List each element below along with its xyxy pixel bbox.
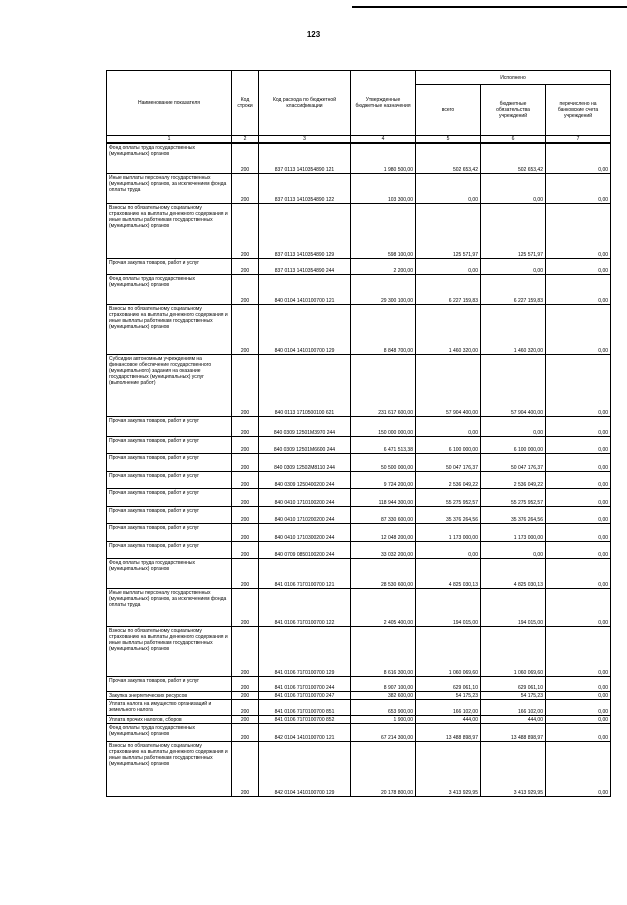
row-line-code: 200 — [232, 699, 259, 715]
row-budget-code: 840 0709 0850100200 244 — [259, 541, 351, 558]
row-name: Взносы по обязательному социальному страхованию на выплаты денежного содержания и иные выплаты работникам государственных (муниципальных) органов — [107, 626, 232, 676]
row-transferred: 0,00 — [546, 523, 611, 541]
column-number: 1 — [107, 136, 232, 144]
top-corner-line — [352, 6, 627, 8]
table-row — [107, 203, 611, 258]
row-budget-code: 841 0106 71Г0100700 244 — [259, 676, 351, 691]
row-transferred: 0,00 — [546, 699, 611, 715]
row-obligations: 1 173 000,00 — [481, 523, 546, 541]
row-name: Прочая закупка товаров, работ и услуг — [107, 506, 232, 523]
table-row — [107, 626, 611, 676]
row-approved: 87 330 600,00 — [351, 506, 416, 523]
row-approved: 67 214 300,00 — [351, 723, 416, 741]
column-number: 3 — [259, 136, 351, 144]
row-budget-code: 840 0309 12501M6600 244 — [259, 436, 351, 453]
table-row — [107, 436, 611, 453]
row-budget-code: 840 0104 1410100700 121 — [259, 274, 351, 304]
row-obligations: 0,00 — [481, 173, 546, 203]
row-approved: 8 616 300,00 — [351, 626, 416, 676]
row-line-code: 200 — [232, 588, 259, 626]
row-approved: 1 900,00 — [351, 715, 416, 723]
row-name: Закупка энергетических ресурсов — [107, 691, 232, 699]
row-line-code: 200 — [232, 203, 259, 258]
row-approved: 2 200,00 — [351, 258, 416, 274]
row-name: Фонд оплаты труда государственных (муниципальных) органов — [107, 723, 232, 741]
table-row — [107, 488, 611, 506]
budget-execution-table — [106, 70, 611, 797]
row-total: 0,00 — [416, 416, 481, 436]
row-obligations: 629 061,10 — [481, 676, 546, 691]
table-row — [107, 541, 611, 558]
row-budget-code: 840 0309 12501M3970 244 — [259, 416, 351, 436]
row-total: 13 488 898,97 — [416, 723, 481, 741]
row-name: Прочая закупка товаров, работ и услуг — [107, 676, 232, 691]
row-obligations: 502 653,42 — [481, 143, 546, 173]
row-budget-code: 841 0106 71Г0100700 122 — [259, 588, 351, 626]
table-row — [107, 143, 611, 173]
row-approved: 12 048 200,00 — [351, 523, 416, 541]
row-approved: 50 500 000,00 — [351, 453, 416, 471]
row-name: Фонд оплаты труда государственных (муниципальных) органов — [107, 558, 232, 588]
column-number-row — [107, 136, 611, 144]
row-line-code: 200 — [232, 741, 259, 796]
row-obligations: 444,00 — [481, 715, 546, 723]
row-budget-code: 840 0104 1410100700 129 — [259, 304, 351, 354]
row-obligations: 0,00 — [481, 541, 546, 558]
row-name: Прочая закупка товаров, работ и услуг — [107, 541, 232, 558]
row-line-code: 200 — [232, 143, 259, 173]
header-executed: Исполнено — [416, 71, 611, 85]
row-line-code: 200 — [232, 416, 259, 436]
row-line-code: 200 — [232, 676, 259, 691]
row-budget-code: 842 0104 1410100700 129 — [259, 741, 351, 796]
row-budget-code: 837 0113 1410354890 244 — [259, 258, 351, 274]
row-transferred: 0,00 — [546, 436, 611, 453]
row-total: 57 904 400,00 — [416, 354, 481, 416]
row-name: Прочая закупка товаров, работ и услуг — [107, 436, 232, 453]
row-transferred: 0,00 — [546, 691, 611, 699]
row-budget-code: 840 0309 1250400200 244 — [259, 471, 351, 488]
row-total: 55 275 952,57 — [416, 488, 481, 506]
column-number: 2 — [232, 136, 259, 144]
row-name: Прочая закупка товаров, работ и услуг — [107, 258, 232, 274]
row-transferred: 0,00 — [546, 203, 611, 258]
row-budget-code: 840 0410 1710300200 244 — [259, 523, 351, 541]
row-approved: 28 530 600,00 — [351, 558, 416, 588]
row-approved: 33 032 200,00 — [351, 541, 416, 558]
row-line-code: 200 — [232, 541, 259, 558]
row-approved: 150 000 000,00 — [351, 416, 416, 436]
column-number: 5 — [416, 136, 481, 144]
row-transferred: 0,00 — [546, 506, 611, 523]
table-row — [107, 715, 611, 723]
row-approved: 8 907 100,00 — [351, 676, 416, 691]
row-budget-code: 840 0309 12502M8110 244 — [259, 453, 351, 471]
table-row — [107, 416, 611, 436]
row-budget-code: 837 0113 1410354890 121 — [259, 143, 351, 173]
row-total: 125 571,97 — [416, 203, 481, 258]
row-obligations: 6 227 159,83 — [481, 274, 546, 304]
header-budget-code: Код расхода по бюджетной классификации — [259, 71, 351, 136]
row-line-code: 200 — [232, 715, 259, 723]
row-transferred: 0,00 — [546, 416, 611, 436]
header-total: всего — [416, 85, 481, 136]
row-line-code: 200 — [232, 471, 259, 488]
row-line-code: 200 — [232, 506, 259, 523]
row-obligations: 1 060 069,60 — [481, 626, 546, 676]
row-transferred: 0,00 — [546, 541, 611, 558]
row-total: 444,00 — [416, 715, 481, 723]
row-obligations: 194 015,00 — [481, 588, 546, 626]
table-row — [107, 173, 611, 203]
row-name: Иные выплаты персоналу государственных (муниципальных) органов, за исключением фонда оплаты труда — [107, 173, 232, 203]
table-row — [107, 741, 611, 796]
header-name: Наименование показателя — [107, 71, 232, 136]
row-transferred: 0,00 — [546, 741, 611, 796]
table-row — [107, 676, 611, 691]
row-line-code: 200 — [232, 523, 259, 541]
row-approved: 118 944 300,00 — [351, 488, 416, 506]
row-approved: 20 178 800,00 — [351, 741, 416, 796]
row-name: Фонд оплаты труда государственных (муниципальных) органов — [107, 143, 232, 173]
table-row — [107, 274, 611, 304]
row-budget-code: 840 0113 1710500100 621 — [259, 354, 351, 416]
row-transferred: 0,00 — [546, 715, 611, 723]
row-transferred: 0,00 — [546, 258, 611, 274]
row-line-code: 200 — [232, 436, 259, 453]
row-line-code: 200 — [232, 691, 259, 699]
row-name: Взносы по обязательному социальному страхованию на выплаты денежного содержания и иные выплаты работникам государственных (муниципальных) органов — [107, 741, 232, 796]
row-name: Прочая закупка товаров, работ и услуг — [107, 523, 232, 541]
row-line-code: 200 — [232, 723, 259, 741]
row-total: 6 227 159,83 — [416, 274, 481, 304]
table-row — [107, 258, 611, 274]
row-line-code: 200 — [232, 354, 259, 416]
row-obligations: 0,00 — [481, 258, 546, 274]
table-row — [107, 723, 611, 741]
row-budget-code: 841 0106 71Г0100700 121 — [259, 558, 351, 588]
row-budget-code: 841 0106 71Г0100700 247 — [259, 691, 351, 699]
row-total: 0,00 — [416, 541, 481, 558]
row-transferred: 0,00 — [546, 626, 611, 676]
row-total: 6 100 000,00 — [416, 436, 481, 453]
row-budget-code: 841 0106 71Г0100700 852 — [259, 715, 351, 723]
row-approved: 1 980 500,00 — [351, 143, 416, 173]
row-transferred: 0,00 — [546, 558, 611, 588]
row-transferred: 0,00 — [546, 173, 611, 203]
row-line-code: 200 — [232, 258, 259, 274]
row-name: Субсидии автономным учреждениям на финансовое обеспечение государственного (муниципального) задания на оказание государственных (муниципальных) услуг (выполнение работ) — [107, 354, 232, 416]
row-obligations: 125 571,97 — [481, 203, 546, 258]
row-total: 1 173 000,00 — [416, 523, 481, 541]
row-name: Уплата налога на имущество организаций и земельного налога — [107, 699, 232, 715]
row-transferred: 0,00 — [546, 143, 611, 173]
header-approved: Утвержденные бюджетные назначения — [351, 71, 416, 136]
row-budget-code: 840 0410 1710100200 244 — [259, 488, 351, 506]
row-total: 50 047 176,37 — [416, 453, 481, 471]
row-obligations: 2 536 049,22 — [481, 471, 546, 488]
row-total: 1 060 069,60 — [416, 626, 481, 676]
row-name: Прочая закупка товаров, работ и услуг — [107, 416, 232, 436]
table-row — [107, 354, 611, 416]
row-approved: 598 100,00 — [351, 203, 416, 258]
table-row — [107, 453, 611, 471]
column-number: 6 — [481, 136, 546, 144]
row-name: Взносы по обязательному социальному страхованию на выплаты денежного содержания и иные выплаты работникам государственных (муниципальных) органов — [107, 304, 232, 354]
table-row — [107, 471, 611, 488]
table-row — [107, 506, 611, 523]
row-total: 35 376 264,56 — [416, 506, 481, 523]
row-approved: 382 600,00 — [351, 691, 416, 699]
row-name: Взносы по обязательному социальному страхованию на выплаты денежного содержания и иные выплаты работникам государственных (муниципальных) органов — [107, 203, 232, 258]
column-number: 4 — [351, 136, 416, 144]
row-name: Уплата прочих налогов, сборов — [107, 715, 232, 723]
row-name: Фонд оплаты труда государственных (муниципальных) органов — [107, 274, 232, 304]
row-obligations: 4 825 030,13 — [481, 558, 546, 588]
row-obligations: 1 460 320,00 — [481, 304, 546, 354]
row-budget-code: 841 0106 71Г0100700 129 — [259, 626, 351, 676]
row-total: 166 102,00 — [416, 699, 481, 715]
row-line-code: 200 — [232, 488, 259, 506]
row-budget-code: 842 0104 1410100700 121 — [259, 723, 351, 741]
row-approved: 8 848 700,00 — [351, 304, 416, 354]
row-total: 502 653,42 — [416, 143, 481, 173]
row-budget-code: 837 0113 1410354890 129 — [259, 203, 351, 258]
row-budget-code: 840 0410 1710200200 244 — [259, 506, 351, 523]
row-total: 2 536 049,22 — [416, 471, 481, 488]
row-transferred: 0,00 — [546, 354, 611, 416]
row-obligations: 50 047 176,37 — [481, 453, 546, 471]
row-line-code: 200 — [232, 173, 259, 203]
row-name: Прочая закупка товаров, работ и услуг — [107, 488, 232, 506]
table-row — [107, 699, 611, 715]
row-name: Прочая закупка товаров, работ и услуг — [107, 453, 232, 471]
row-approved: 2 405 400,00 — [351, 588, 416, 626]
row-obligations: 35 376 264,56 — [481, 506, 546, 523]
row-obligations: 55 275 952,57 — [481, 488, 546, 506]
header-line-code: Код строки — [232, 71, 259, 136]
row-obligations: 6 100 000,00 — [481, 436, 546, 453]
column-number: 7 — [546, 136, 611, 144]
row-transferred: 0,00 — [546, 676, 611, 691]
row-total: 0,00 — [416, 173, 481, 203]
row-line-code: 200 — [232, 274, 259, 304]
row-transferred: 0,00 — [546, 588, 611, 626]
row-approved: 653 900,00 — [351, 699, 416, 715]
row-obligations: 57 904 400,00 — [481, 354, 546, 416]
row-total: 0,00 — [416, 258, 481, 274]
row-approved: 6 471 513,38 — [351, 436, 416, 453]
row-transferred: 0,00 — [546, 723, 611, 741]
table-row — [107, 523, 611, 541]
header-budget-obligations: бюджетные обязательства учреждений — [481, 85, 546, 136]
row-total: 194 015,00 — [416, 588, 481, 626]
row-name: Иные выплаты персоналу государственных (муниципальных) органов, за исключением фонда оплаты труда — [107, 588, 232, 626]
row-approved: 231 617 600,00 — [351, 354, 416, 416]
row-approved: 9 724 200,00 — [351, 471, 416, 488]
row-obligations: 54 175,23 — [481, 691, 546, 699]
row-obligations: 0,00 — [481, 416, 546, 436]
row-transferred: 0,00 — [546, 488, 611, 506]
row-approved: 103 300,00 — [351, 173, 416, 203]
row-budget-code: 837 0113 1410354890 122 — [259, 173, 351, 203]
row-transferred: 0,00 — [546, 471, 611, 488]
table-row — [107, 304, 611, 354]
row-transferred: 0,00 — [546, 453, 611, 471]
row-total: 4 825 030,13 — [416, 558, 481, 588]
row-obligations: 13 488 898,97 — [481, 723, 546, 741]
table-row — [107, 588, 611, 626]
row-total: 54 175,23 — [416, 691, 481, 699]
row-budget-code: 841 0106 71Г0100700 851 — [259, 699, 351, 715]
table-row — [107, 691, 611, 699]
row-obligations: 3 413 929,95 — [481, 741, 546, 796]
page-number: 123 — [306, 30, 321, 39]
row-total: 629 061,10 — [416, 676, 481, 691]
row-obligations: 166 102,00 — [481, 699, 546, 715]
row-line-code: 200 — [232, 626, 259, 676]
row-name: Прочая закупка товаров, работ и услуг — [107, 471, 232, 488]
table-row — [107, 558, 611, 588]
row-transferred: 0,00 — [546, 304, 611, 354]
row-line-code: 200 — [232, 304, 259, 354]
header-transferred: перечислено на банковские счета учреждений — [546, 85, 611, 136]
row-approved: 29 300 100,00 — [351, 274, 416, 304]
row-total: 1 460 320,00 — [416, 304, 481, 354]
row-total: 3 413 929,95 — [416, 741, 481, 796]
row-line-code: 200 — [232, 453, 259, 471]
row-line-code: 200 — [232, 558, 259, 588]
row-transferred: 0,00 — [546, 274, 611, 304]
